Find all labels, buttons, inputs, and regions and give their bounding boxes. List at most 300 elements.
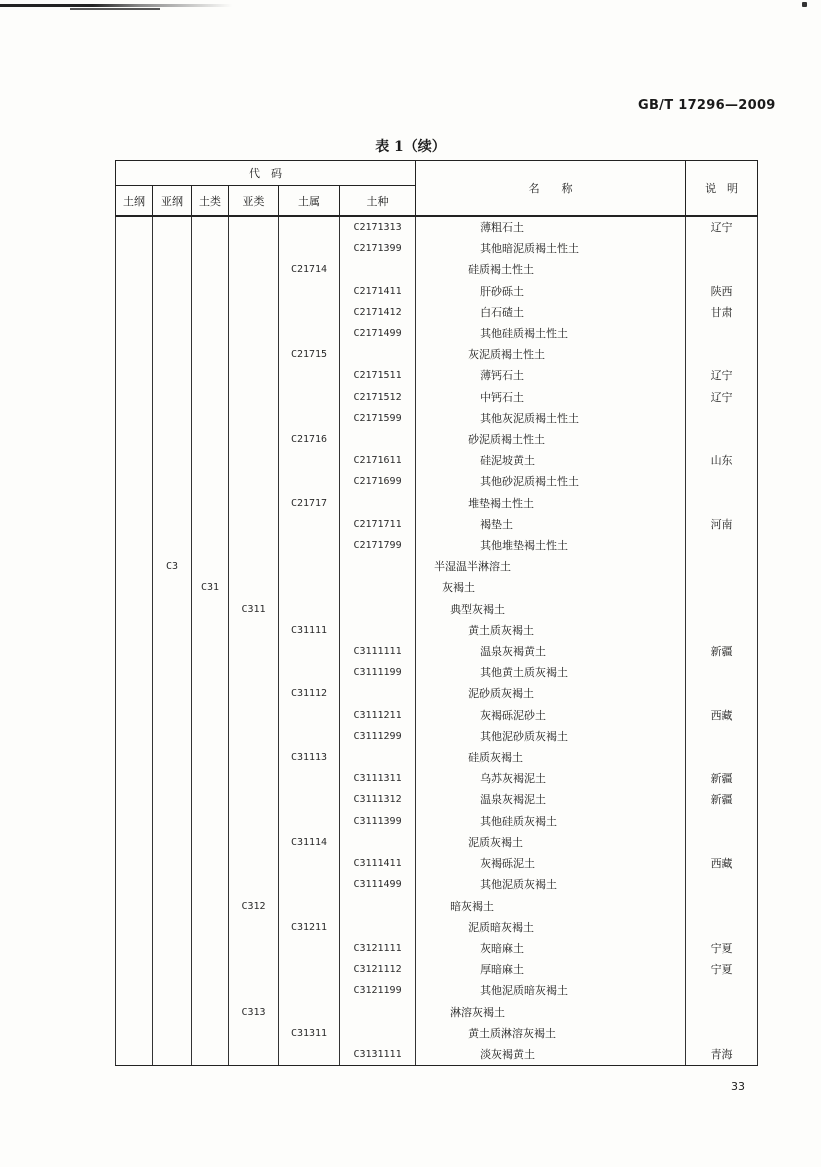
name-cell: 淋溶灰褐土	[416, 1002, 686, 1023]
code-cell-5: C21716	[279, 429, 340, 450]
note-cell: 宁夏	[686, 938, 758, 959]
code-cell-2	[153, 344, 192, 365]
code-cell-1	[116, 599, 153, 620]
code-cell-6	[340, 747, 416, 768]
code-cell-1	[116, 238, 153, 259]
code-cell-1	[116, 514, 153, 535]
code-cell-3	[192, 789, 229, 810]
code-cell-5	[279, 641, 340, 662]
scan-corner-dot	[802, 2, 807, 7]
code-cell-1	[116, 874, 153, 895]
code-cell-6: C3111299	[340, 726, 416, 747]
code-cell-5	[279, 599, 340, 620]
name-cell: 乌苏灰褐泥土	[416, 768, 686, 789]
code-cell-2	[153, 471, 192, 492]
code-cell-4	[229, 323, 279, 344]
code-cell-3	[192, 980, 229, 1001]
note-cell	[686, 874, 758, 895]
code-cell-5	[279, 387, 340, 408]
page-number: 33	[731, 1080, 745, 1093]
code-cell-1	[116, 281, 153, 302]
code-cell-6	[340, 344, 416, 365]
table-row	[116, 789, 758, 810]
code-cell-4	[229, 365, 279, 386]
table-row	[116, 938, 758, 959]
name-cell: 温泉灰褐泥土	[416, 789, 686, 810]
code-cell-2	[153, 683, 192, 704]
code-cell-5	[279, 768, 340, 789]
name-cell: 其他泥质灰褐土	[416, 874, 686, 895]
code-cell-4: C311	[229, 599, 279, 620]
code-cell-3	[192, 917, 229, 938]
code-cell-6: C2171411	[340, 281, 416, 302]
code-cell-5	[279, 365, 340, 386]
code-cell-6	[340, 259, 416, 280]
table-row	[116, 259, 758, 280]
name-cell: 暗灰褐土	[416, 896, 686, 917]
note-cell	[686, 1002, 758, 1023]
code-cell-3	[192, 959, 229, 980]
code-cell-4	[229, 281, 279, 302]
code-cell-6: C3111499	[340, 874, 416, 895]
code-cell-1	[116, 811, 153, 832]
code-cell-4	[229, 471, 279, 492]
code-cell-2	[153, 641, 192, 662]
code-cell-3	[192, 747, 229, 768]
name-cell: 黄土质淋溶灰褐土	[416, 1023, 686, 1044]
code-cell-3	[192, 323, 229, 344]
code-cell-3	[192, 259, 229, 280]
code-cell-4: C312	[229, 896, 279, 917]
scan-edge-mark	[0, 4, 232, 7]
code-cell-4	[229, 450, 279, 471]
code-cell-1	[116, 323, 153, 344]
name-cell: 中钙石土	[416, 387, 686, 408]
code-cell-6	[340, 1002, 416, 1023]
note-cell: 青海	[686, 1044, 758, 1066]
code-cell-4	[229, 811, 279, 832]
table-row	[116, 216, 758, 238]
note-cell	[686, 429, 758, 450]
table-row	[116, 599, 758, 620]
code-cell-6: C3121111	[340, 938, 416, 959]
code-cell-4	[229, 1023, 279, 1044]
code-cell-2	[153, 387, 192, 408]
code-cell-2	[153, 832, 192, 853]
name-cell: 堆垫褐土性土	[416, 493, 686, 514]
code-cell-5	[279, 662, 340, 683]
code-cell-5: C21714	[279, 259, 340, 280]
table-row	[116, 874, 758, 895]
code-cell-1	[116, 344, 153, 365]
code-cell-5: C31311	[279, 1023, 340, 1044]
code-cell-2	[153, 959, 192, 980]
code-cell-3	[192, 1023, 229, 1044]
code-cell-2	[153, 1044, 192, 1066]
code-cell-6	[340, 896, 416, 917]
note-cell	[686, 747, 758, 768]
note-cell: 宁夏	[686, 959, 758, 980]
table-row	[116, 577, 758, 598]
code-cell-4	[229, 216, 279, 238]
note-cell	[686, 662, 758, 683]
code-cell-1	[116, 408, 153, 429]
code-cell-1	[116, 662, 153, 683]
code-cell-5	[279, 1002, 340, 1023]
code-cell-2	[153, 429, 192, 450]
code-cell-6: C2171611	[340, 450, 416, 471]
table-row	[116, 387, 758, 408]
name-cell: 硅质灰褐土	[416, 747, 686, 768]
subgroup-column-header: 亚类	[229, 186, 279, 217]
code-cell-4	[229, 705, 279, 726]
note-cell	[686, 683, 758, 704]
table-row	[116, 620, 758, 641]
suborder-column-header: 亚纲	[153, 186, 192, 217]
code-cell-4	[229, 832, 279, 853]
code-cell-3	[192, 344, 229, 365]
code-cell-2	[153, 450, 192, 471]
table-row	[116, 959, 758, 980]
note-cell	[686, 1023, 758, 1044]
code-cell-1	[116, 1044, 153, 1066]
code-cell-1	[116, 535, 153, 556]
group-column-header: 土类	[192, 186, 229, 217]
code-cell-5	[279, 556, 340, 577]
note-cell: 辽宁	[686, 216, 758, 238]
code-cell-2	[153, 620, 192, 641]
table-row	[116, 408, 758, 429]
code-cell-2	[153, 1023, 192, 1044]
note-column-header: 说 明	[686, 161, 758, 217]
table-row	[116, 281, 758, 302]
code-cell-2	[153, 896, 192, 917]
code-cell-3	[192, 599, 229, 620]
table-row	[116, 429, 758, 450]
code-cell-1	[116, 387, 153, 408]
code-cell-2	[153, 980, 192, 1001]
code-cell-3	[192, 556, 229, 577]
code-cell-5	[279, 323, 340, 344]
code-cell-4	[229, 535, 279, 556]
name-cell: 砂泥质褐土性土	[416, 429, 686, 450]
note-cell	[686, 599, 758, 620]
code-cell-3	[192, 938, 229, 959]
code-cell-6: C3111399	[340, 811, 416, 832]
scan-edge-mark-secondary	[70, 8, 160, 10]
note-cell	[686, 917, 758, 938]
table-row	[116, 896, 758, 917]
code-cell-6: C3121112	[340, 959, 416, 980]
code-cell-3	[192, 1044, 229, 1066]
name-cell: 灰泥质褐土性土	[416, 344, 686, 365]
code-cell-3	[192, 683, 229, 704]
name-cell: 黄土质灰褐土	[416, 620, 686, 641]
code-cell-5	[279, 705, 340, 726]
code-cell-5: C31111	[279, 620, 340, 641]
note-cell	[686, 238, 758, 259]
table-row	[116, 238, 758, 259]
code-cell-3	[192, 874, 229, 895]
code-cell-6: C2171512	[340, 387, 416, 408]
note-cell: 西藏	[686, 705, 758, 726]
code-cell-3	[192, 1002, 229, 1023]
code-cell-5	[279, 535, 340, 556]
table-row	[116, 365, 758, 386]
table-row	[116, 726, 758, 747]
code-cell-3	[192, 281, 229, 302]
note-cell	[686, 493, 758, 514]
name-cell: 硅泥坡黄土	[416, 450, 686, 471]
code-cell-4	[229, 577, 279, 598]
code-cell-6	[340, 577, 416, 598]
code-cell-5: C31113	[279, 747, 340, 768]
code-cell-3	[192, 662, 229, 683]
code-cell-6	[340, 1023, 416, 1044]
code-cell-4	[229, 874, 279, 895]
code-cell-2	[153, 408, 192, 429]
code-cell-4	[229, 768, 279, 789]
code-cell-4	[229, 789, 279, 810]
code-cell-2	[153, 789, 192, 810]
name-cell: 灰褐土	[416, 577, 686, 598]
code-cell-5: C31211	[279, 917, 340, 938]
table-row	[116, 556, 758, 577]
code-cell-2	[153, 705, 192, 726]
note-cell	[686, 896, 758, 917]
table-row	[116, 302, 758, 323]
code-cell-1	[116, 917, 153, 938]
code-cell-3	[192, 620, 229, 641]
code-cell-1	[116, 1002, 153, 1023]
code-cell-4	[229, 556, 279, 577]
code-cell-2	[153, 259, 192, 280]
code-cell-2	[153, 577, 192, 598]
code-cell-6: C3111411	[340, 853, 416, 874]
code-cell-6: C3111211	[340, 705, 416, 726]
name-column-header: 名 称	[416, 161, 686, 217]
code-cell-5	[279, 577, 340, 598]
note-cell: 辽宁	[686, 365, 758, 386]
code-cell-5	[279, 514, 340, 535]
code-cell-2	[153, 853, 192, 874]
code-cell-3	[192, 726, 229, 747]
code-cell-6: C2171799	[340, 535, 416, 556]
note-cell: 辽宁	[686, 387, 758, 408]
name-cell: 灰褐砾泥砂土	[416, 705, 686, 726]
name-cell: 肝砂砾土	[416, 281, 686, 302]
standard-number: GB/T 17296—2009	[638, 98, 776, 113]
code-cell-2: C3	[153, 556, 192, 577]
name-cell: 其他黄土质灰褐土	[416, 662, 686, 683]
code-cell-4	[229, 408, 279, 429]
table-row	[116, 514, 758, 535]
code-cell-2	[153, 365, 192, 386]
code-cell-2	[153, 535, 192, 556]
code-cell-1	[116, 365, 153, 386]
name-cell: 其他堆垫褐土性土	[416, 535, 686, 556]
note-cell	[686, 259, 758, 280]
code-cell-3: C31	[192, 577, 229, 598]
soil-classification-table	[115, 160, 758, 1066]
table-body	[116, 216, 758, 1066]
code-cell-1	[116, 853, 153, 874]
note-cell	[686, 556, 758, 577]
table-row	[116, 344, 758, 365]
code-cell-4	[229, 980, 279, 1001]
table-row	[116, 811, 758, 832]
code-cell-4	[229, 259, 279, 280]
code-cell-6: C2171399	[340, 238, 416, 259]
code-cell-2	[153, 238, 192, 259]
code-cell-6	[340, 599, 416, 620]
code-cell-1	[116, 577, 153, 598]
code-cell-4	[229, 938, 279, 959]
name-cell: 白石碴土	[416, 302, 686, 323]
code-cell-2	[153, 281, 192, 302]
note-cell	[686, 811, 758, 832]
note-cell	[686, 980, 758, 1001]
table-row	[116, 450, 758, 471]
table-row	[116, 1044, 758, 1066]
code-cell-1	[116, 302, 153, 323]
code-cell-3	[192, 493, 229, 514]
code-cell-2	[153, 747, 192, 768]
code-cell-3	[192, 768, 229, 789]
code-cell-6: C2171711	[340, 514, 416, 535]
note-cell	[686, 323, 758, 344]
note-cell: 河南	[686, 514, 758, 535]
code-cell-5: C31114	[279, 832, 340, 853]
name-cell: 泥质暗灰褐土	[416, 917, 686, 938]
code-cell-1	[116, 493, 153, 514]
code-cell-5: C21715	[279, 344, 340, 365]
note-cell: 新疆	[686, 641, 758, 662]
note-cell: 山东	[686, 450, 758, 471]
name-cell: 其他暗泥质褐土性土	[416, 238, 686, 259]
name-cell: 典型灰褐土	[416, 599, 686, 620]
note-cell	[686, 535, 758, 556]
code-cell-1	[116, 683, 153, 704]
name-cell: 其他硅质灰褐土	[416, 811, 686, 832]
code-cell-4	[229, 853, 279, 874]
code-cell-1	[116, 832, 153, 853]
table-row	[116, 980, 758, 1001]
code-cell-5	[279, 216, 340, 238]
code-cell-3	[192, 450, 229, 471]
name-cell: 温泉灰褐黄土	[416, 641, 686, 662]
code-cell-3	[192, 387, 229, 408]
table-row	[116, 323, 758, 344]
code-cell-5	[279, 980, 340, 1001]
code-cell-4	[229, 344, 279, 365]
code-cell-5	[279, 896, 340, 917]
name-cell: 薄粗石土	[416, 216, 686, 238]
name-cell: 其他灰泥质褐土性土	[416, 408, 686, 429]
note-cell	[686, 726, 758, 747]
code-cell-6: C3111111	[340, 641, 416, 662]
code-cell-1	[116, 789, 153, 810]
note-cell: 西藏	[686, 853, 758, 874]
code-cell-2	[153, 514, 192, 535]
table-row	[116, 705, 758, 726]
table-row	[116, 493, 758, 514]
table-row	[116, 471, 758, 492]
code-cell-2	[153, 302, 192, 323]
code-cell-2	[153, 768, 192, 789]
table-row	[116, 683, 758, 704]
code-cell-3	[192, 365, 229, 386]
name-cell: 其他泥砂质灰褐土	[416, 726, 686, 747]
code-cell-1	[116, 726, 153, 747]
note-cell	[686, 344, 758, 365]
code-cell-6	[340, 620, 416, 641]
code-cell-2	[153, 726, 192, 747]
code-cell-3	[192, 853, 229, 874]
code-cell-4	[229, 620, 279, 641]
code-cell-4	[229, 493, 279, 514]
code-cell-5	[279, 874, 340, 895]
code-cell-6: C3111199	[340, 662, 416, 683]
note-cell: 甘肃	[686, 302, 758, 323]
species-column-header: 土种	[340, 186, 416, 217]
name-cell: 半湿温半淋溶土	[416, 556, 686, 577]
name-cell: 褐垫土	[416, 514, 686, 535]
code-cell-4	[229, 959, 279, 980]
code-cell-2	[153, 493, 192, 514]
name-cell: 厚暗麻土	[416, 959, 686, 980]
note-cell	[686, 408, 758, 429]
code-cell-4	[229, 662, 279, 683]
code-cell-5	[279, 238, 340, 259]
name-cell: 泥砂质灰褐土	[416, 683, 686, 704]
code-cell-6: C3121199	[340, 980, 416, 1001]
code-cell-3	[192, 641, 229, 662]
code-group-header: 代 码	[116, 161, 416, 186]
table-row	[116, 1002, 758, 1023]
code-cell-6	[340, 832, 416, 853]
code-cell-1	[116, 980, 153, 1001]
code-cell-3	[192, 535, 229, 556]
code-cell-4	[229, 514, 279, 535]
table-row	[116, 641, 758, 662]
code-cell-1	[116, 556, 153, 577]
table-row	[116, 1023, 758, 1044]
code-cell-4	[229, 726, 279, 747]
code-cell-4	[229, 387, 279, 408]
code-cell-5	[279, 450, 340, 471]
code-cell-4	[229, 429, 279, 450]
name-cell: 灰暗麻土	[416, 938, 686, 959]
table-title: 表 1（续）	[375, 139, 446, 155]
table-row	[116, 832, 758, 853]
note-cell	[686, 832, 758, 853]
name-cell: 其他泥质暗灰褐土	[416, 980, 686, 1001]
family-column-header: 土属	[279, 186, 340, 217]
table-row	[116, 535, 758, 556]
name-cell: 其他砂泥质褐土性土	[416, 471, 686, 492]
code-cell-6	[340, 917, 416, 938]
note-cell	[686, 620, 758, 641]
code-cell-5	[279, 726, 340, 747]
code-cell-5	[279, 1044, 340, 1066]
code-cell-2	[153, 662, 192, 683]
code-cell-4	[229, 747, 279, 768]
code-cell-6: C2171699	[340, 471, 416, 492]
name-cell: 灰褐砾泥土	[416, 853, 686, 874]
code-cell-5	[279, 959, 340, 980]
code-cell-3	[192, 238, 229, 259]
